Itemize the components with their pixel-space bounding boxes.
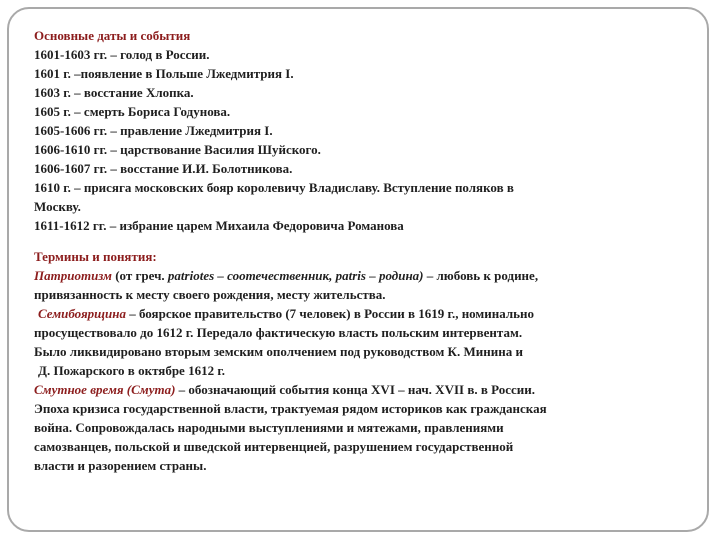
term-smuta-line2: Эпоха кризиса государственной власти, трактуемая рядом историков как гражданская — [34, 401, 547, 416]
term-smuta-line3: война. Сопровождалась народными выступлениями и мятежами, правлениями — [34, 420, 504, 435]
section-gap — [34, 235, 694, 247]
date-line: 1610 г. – присяга московских бояр королевичу Владиславу. Вступление поляков в — [34, 180, 514, 195]
term-smuta-line4: самозванцев, польской и шведской интервенцией, разрушением государственной — [34, 439, 514, 454]
date-line: Москву. — [34, 199, 81, 214]
term-semiboyarshchina-line — [34, 304, 694, 323]
term-patriotism-text: (от греч. — [111, 268, 168, 283]
term-patriotism-greek: patriotes – соотечественник, patris – родина) — [167, 268, 424, 283]
term-semiboyarshchina-line4: Д. Пожарского в октябре 1612 г. — [38, 363, 226, 378]
term-smuta: Смутное время (Смута) — [34, 382, 176, 397]
term-patriotism-line2: привязанность к месту своего рождения, месту жительства. — [34, 287, 386, 302]
date-line: 1603 г. – восстание Хлопка. — [34, 85, 194, 100]
term-semiboyarshchina-line2: просуществовало до 1612 г. Передало фактическую власть польским интервентам. — [34, 325, 523, 340]
dates-heading: Основные даты и события — [34, 28, 191, 43]
date-line: 1605-1606 гг. – правление Лжедмитрия I. — [34, 123, 273, 138]
term-smuta-line5: власти и разорением страны. — [34, 458, 207, 473]
term-patriotism: Патриотизм — [34, 268, 112, 283]
date-line: 1606-1607 гг. – восстание И.И. Болотникова. — [34, 161, 293, 176]
term-semiboyarshchina-line3: Было ликвидировано вторым земским ополчением под руководством К. Минина и — [34, 344, 523, 359]
date-line: 1611-1612 гг. – избрание царем Михаила Федоровича Романова — [34, 218, 404, 233]
term-smuta-text: – обозначающий события конца XVI – нач. XVII в. в России. — [175, 382, 536, 397]
term-patriotism-line — [34, 266, 694, 285]
terms-heading: Термины и понятия: — [34, 249, 157, 264]
date-line: 1601-1603 гг. – голод в России. — [34, 47, 210, 62]
slide-content — [34, 26, 694, 475]
date-line: 1605 г. – смерть Бориса Годунова. — [34, 104, 231, 119]
date-line: 1601 г. –появление в Польше Лжедмитрия I. — [34, 66, 294, 81]
term-semiboyarshchina-text: – боярское правительство (7 человек) в России в 1619 г., номинально — [125, 306, 535, 321]
term-semiboyarshchina: Семибоярщина — [38, 306, 126, 321]
term-patriotism-definition: – любовь к родине, — [423, 268, 539, 283]
date-line: 1606-1610 гг. – царствование Василия Шуйского. — [34, 142, 321, 157]
term-smuta-line — [34, 380, 694, 399]
